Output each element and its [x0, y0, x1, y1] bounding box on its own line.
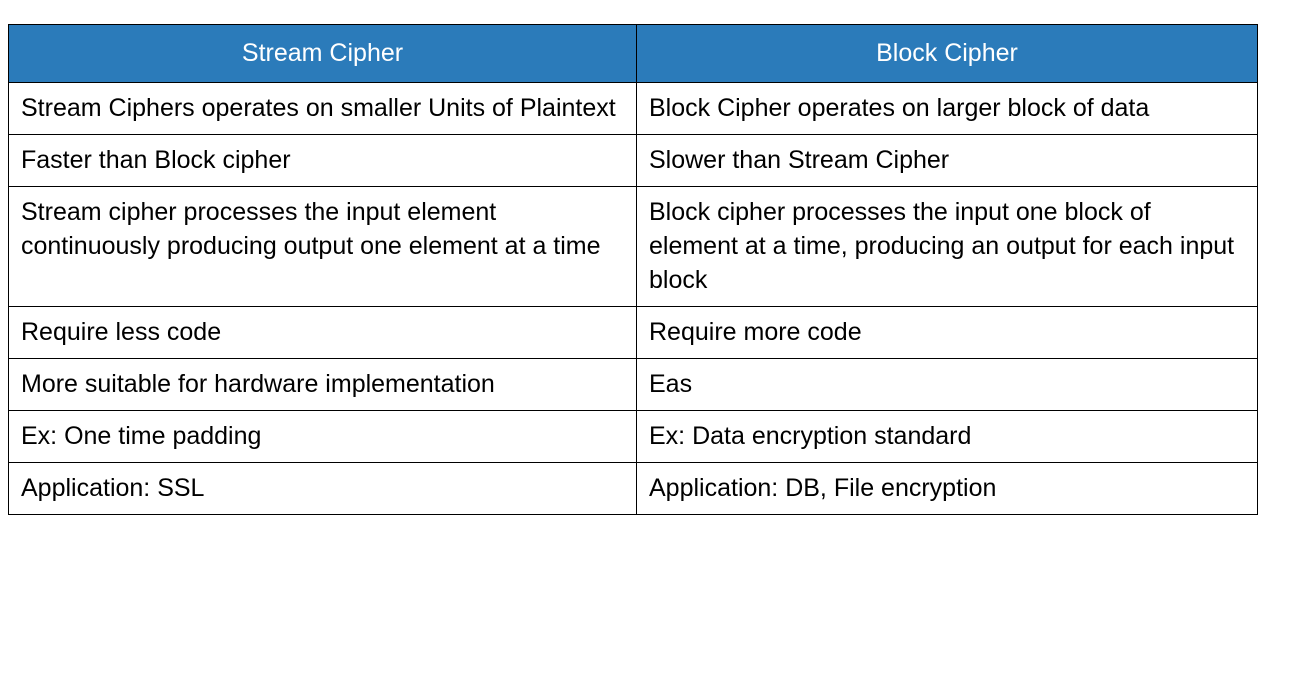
cell-stream-cipher: Stream Ciphers operates on smaller Units of Plaintext	[9, 83, 637, 135]
cell-block-cipher: Require more code	[637, 307, 1258, 359]
cell-block-cipher: Eas	[637, 359, 1258, 411]
cell-stream-cipher: Application: SSL	[9, 463, 637, 515]
table-header-row	[9, 25, 1258, 83]
table-body	[9, 83, 1258, 515]
cell-stream-cipher: Require less code	[9, 307, 637, 359]
table-row	[9, 359, 1258, 411]
comparison-table-container	[8, 24, 1257, 515]
cell-block-cipher: Ex: Data encryption standard	[637, 411, 1258, 463]
cell-stream-cipher: Stream cipher processes the input element continuously producing output one element at a time	[9, 187, 637, 307]
cell-block-cipher: Slower than Stream Cipher	[637, 135, 1258, 187]
table-row	[9, 135, 1258, 187]
cell-block-cipher: Block Cipher operates on larger block of data	[637, 83, 1258, 135]
cell-stream-cipher: More suitable for hardware implementation	[9, 359, 637, 411]
table-row	[9, 187, 1258, 307]
table-row	[9, 411, 1258, 463]
column-header-block-cipher: Block Cipher	[637, 25, 1258, 83]
table-header	[9, 25, 1258, 83]
table-row	[9, 463, 1258, 515]
column-header-stream-cipher: Stream Cipher	[9, 25, 637, 83]
table-row	[9, 83, 1258, 135]
cell-stream-cipher: Faster than Block cipher	[9, 135, 637, 187]
cell-stream-cipher: Ex: One time padding	[9, 411, 637, 463]
cell-block-cipher: Application: DB, File encryption	[637, 463, 1258, 515]
table-row	[9, 307, 1258, 359]
cell-block-cipher: Block cipher processes the input one block of element at a time, producing an output for each input block	[637, 187, 1258, 307]
stream-vs-block-cipher-table	[8, 24, 1258, 515]
